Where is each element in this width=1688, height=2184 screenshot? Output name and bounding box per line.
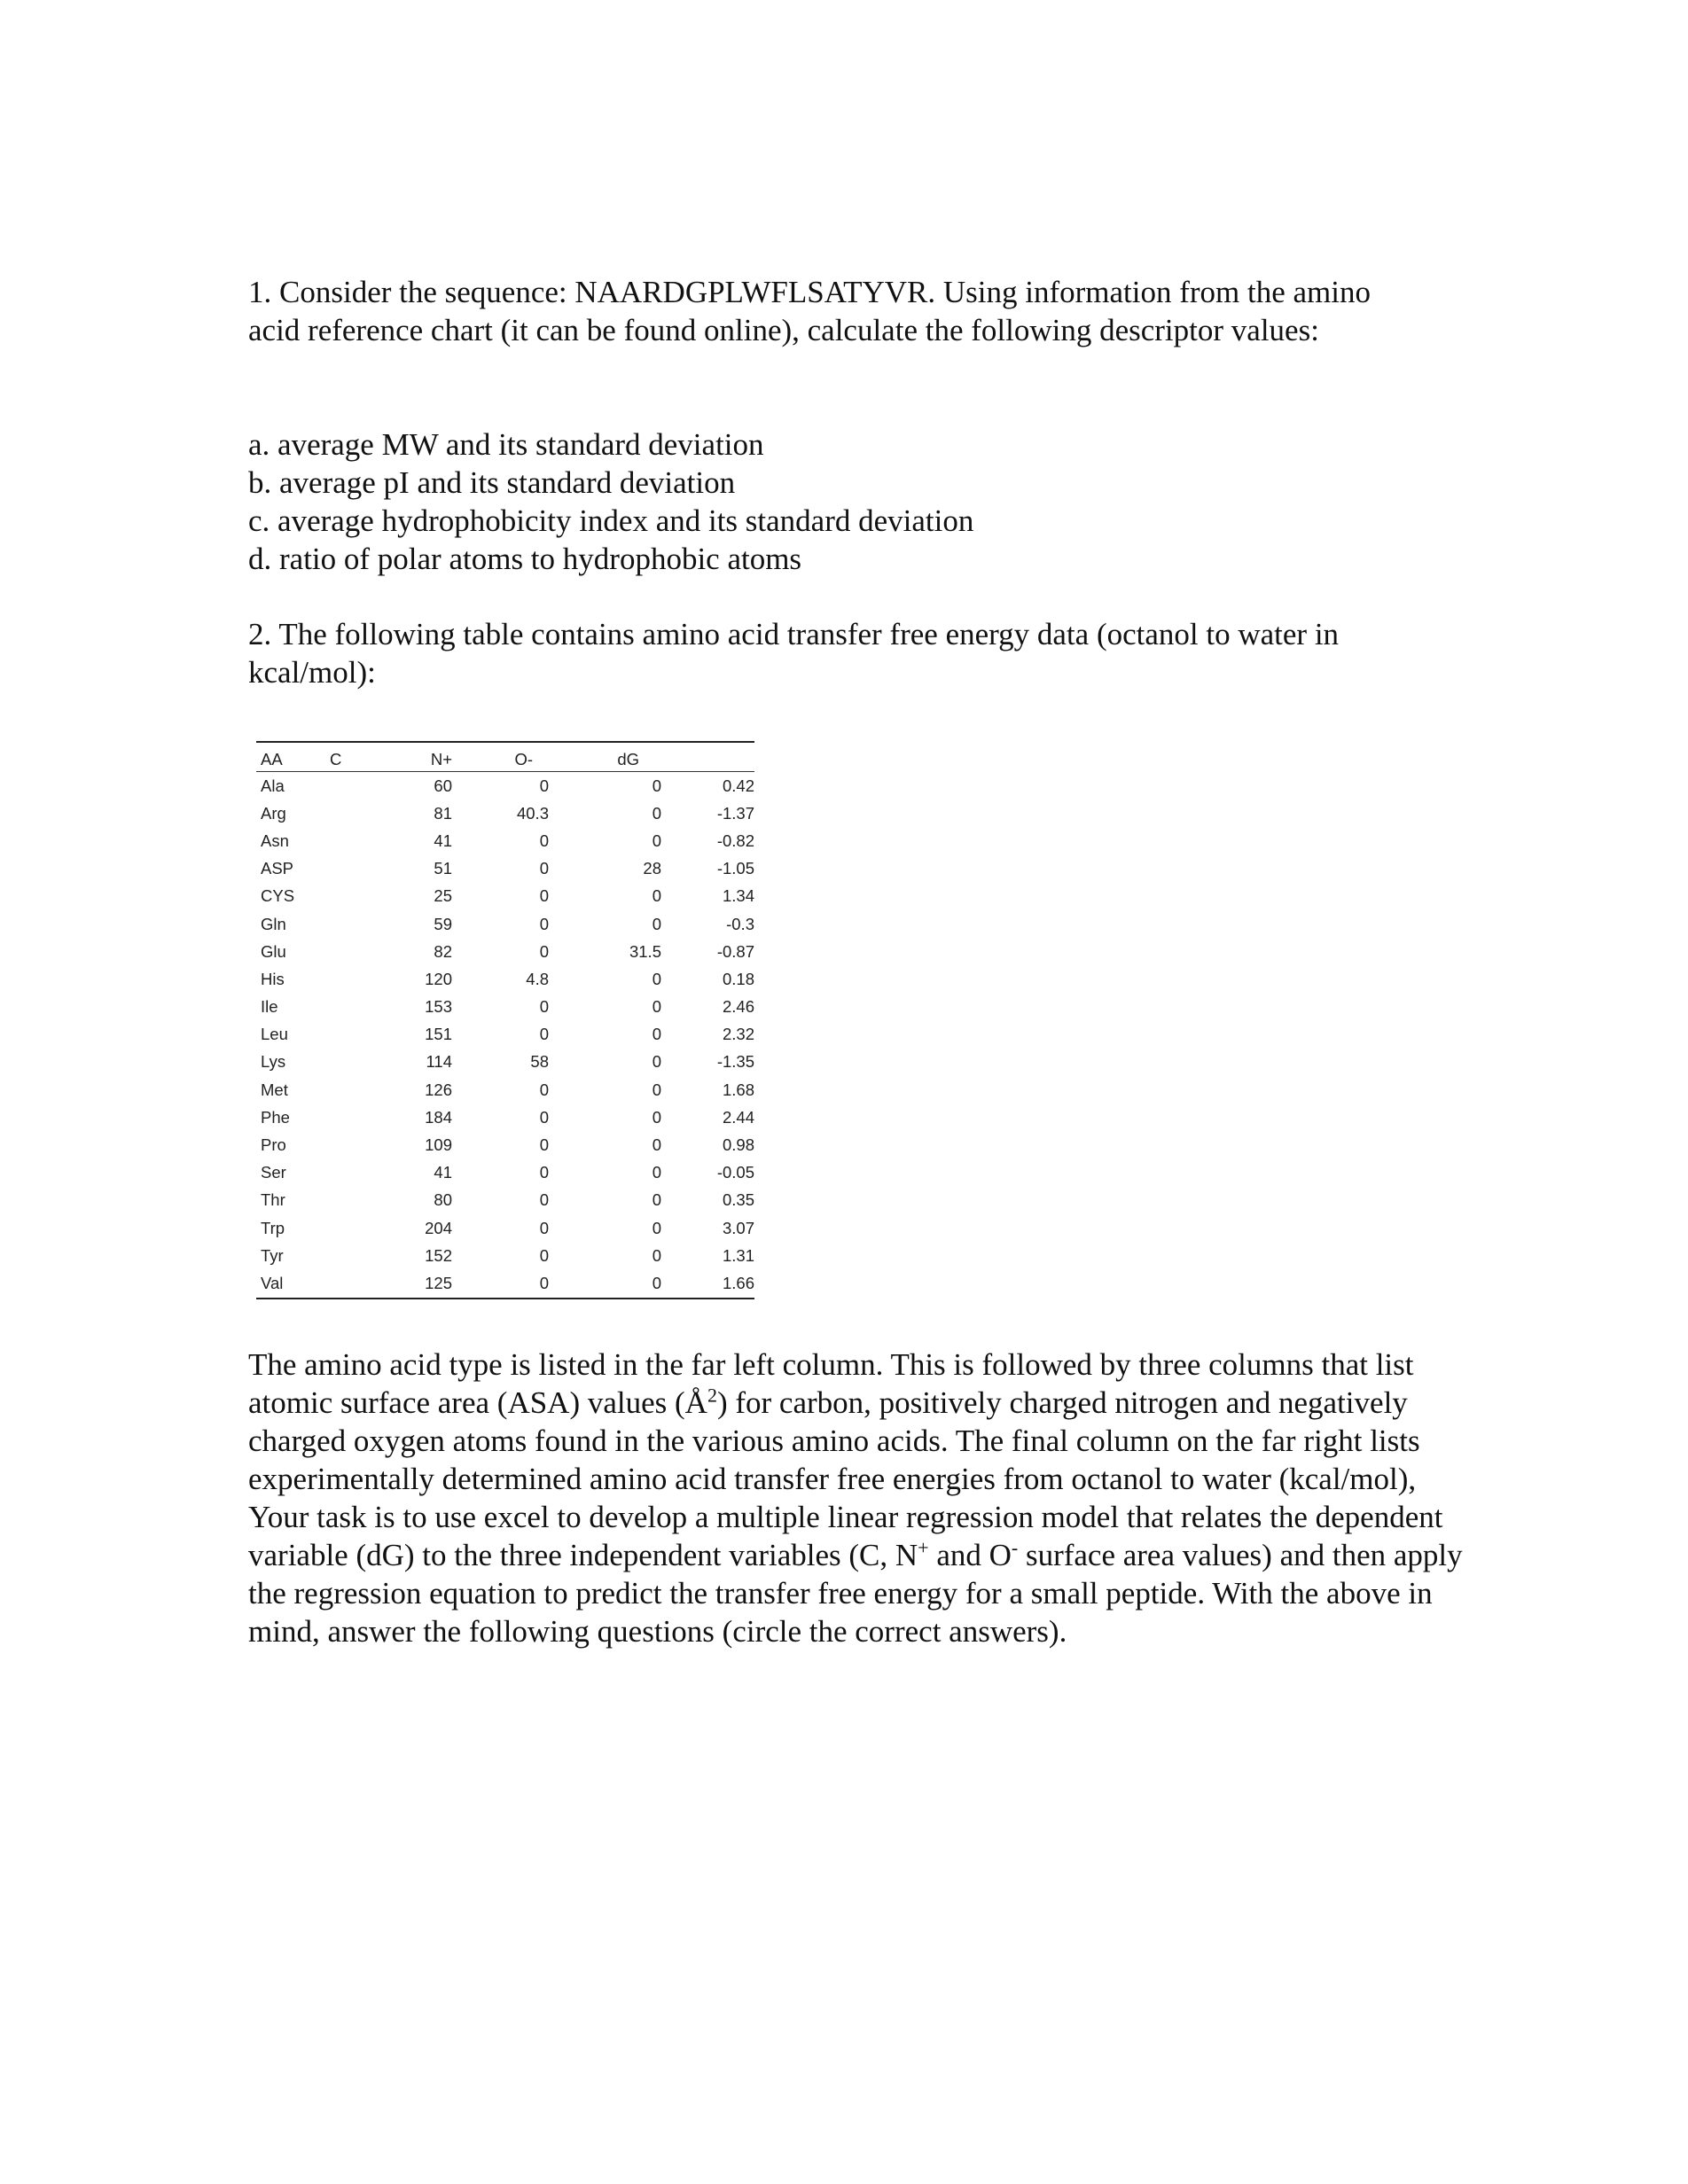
cell-o: 0 (652, 1190, 661, 1210)
cell-aa: Glu (261, 941, 286, 961)
cell-c: 114 (426, 1052, 452, 1072)
cell-blank (330, 1104, 401, 1131)
cell-dg: 1.31 (722, 1245, 754, 1265)
cell-dg: 0.35 (722, 1190, 754, 1210)
cell-dg: 1.68 (722, 1080, 754, 1099)
table-row (256, 1131, 754, 1158)
table-row (256, 827, 754, 854)
cell-dg: 0.42 (722, 776, 754, 795)
cell-dg: -1.05 (716, 859, 754, 878)
cell-aa: His (261, 969, 285, 988)
table-header-blank (661, 742, 754, 772)
table-row (256, 1269, 754, 1298)
table-header-row (256, 742, 754, 772)
question-1-part-c: c. average hydrophobicity index and its standard deviation (248, 503, 974, 538)
cell-c: 80 (434, 1190, 452, 1210)
cell-n: 0 (539, 859, 549, 878)
cell-c: 81 (434, 803, 452, 823)
cell-n: 0 (539, 914, 549, 933)
cell-c: 82 (434, 941, 452, 961)
cell-blank (330, 1076, 401, 1104)
cell-aa: ASP (261, 859, 294, 878)
cell-aa: Gln (261, 914, 286, 933)
cell-dg: -0.87 (716, 941, 754, 961)
cell-o: 0 (652, 997, 661, 1017)
cell-n: 0 (539, 1163, 549, 1182)
cell-aa: Tyr (261, 1245, 284, 1265)
cell-c: 109 (425, 1135, 452, 1155)
cell-dg: -1.35 (716, 1052, 754, 1072)
cell-n: 0 (539, 941, 549, 961)
cell-c: 151 (425, 1025, 452, 1044)
table-row (256, 1159, 754, 1187)
cell-n: 0 (539, 1245, 549, 1265)
table-header-o: O- (452, 742, 549, 772)
cell-o: 0 (652, 1052, 661, 1072)
table-row (256, 883, 754, 910)
cell-o: 31.5 (629, 941, 661, 961)
superscript-2: 2 (707, 1384, 717, 1407)
cell-aa: Met (261, 1080, 288, 1099)
table-row (256, 910, 754, 938)
superscript-plus: + (918, 1536, 929, 1559)
table-row (256, 1104, 754, 1131)
superscript-minus: - (1011, 1536, 1019, 1559)
question-2-text: 2. The following table contains amino acid transfer free energy data (octanol to water in kcal/mol): (248, 617, 1340, 690)
cell-n: 0 (539, 831, 549, 850)
table-header-dg: dG (549, 742, 661, 772)
table-row (256, 1076, 754, 1104)
cell-blank (330, 994, 401, 1021)
cell-o: 28 (643, 859, 661, 878)
cell-blank (330, 1242, 401, 1269)
cell-c: 41 (434, 1163, 452, 1182)
cell-n: 0 (539, 1135, 549, 1155)
cell-c: 204 (425, 1218, 452, 1237)
cell-aa: Asn (261, 831, 289, 850)
cell-blank (330, 965, 401, 993)
cell-n: 0 (539, 776, 549, 795)
table-row (256, 994, 754, 1021)
cell-o: 0 (652, 1025, 661, 1044)
cell-o: 0 (652, 776, 661, 795)
question-1-parts (248, 425, 1463, 578)
cell-o: 0 (652, 803, 661, 823)
cell-n: 0 (539, 1080, 549, 1099)
cell-blank (330, 800, 401, 827)
cell-o: 0 (652, 1163, 661, 1182)
cell-dg: -0.3 (726, 914, 754, 933)
cell-aa: Ser (261, 1163, 286, 1182)
cell-aa: Val (256, 1269, 330, 1298)
cell-c: 152 (425, 1245, 452, 1265)
cell-dg: 3.07 (722, 1218, 754, 1237)
description-part-1: The amino acid type is listed in the far left column. This is followed by three columns that list atomic surface area (ASA) values (Å (248, 1347, 1414, 1420)
cell-blank (330, 1214, 401, 1242)
cell-dg: 1.34 (722, 886, 754, 906)
cell-aa: Leu (261, 1025, 288, 1044)
cell-c: 120 (425, 969, 452, 988)
cell-n: 0 (539, 1107, 549, 1127)
cell-aa: CYS (261, 886, 295, 906)
cell-n: 58 (530, 1052, 549, 1072)
cell-dg: 2.32 (722, 1025, 754, 1044)
cell-dg: 2.44 (722, 1107, 754, 1127)
cell-blank (330, 1049, 401, 1076)
cell-o: 0 (549, 1269, 661, 1298)
cell-aa: Phe (261, 1107, 290, 1127)
cell-o: 0 (652, 914, 661, 933)
cell-blank (330, 1021, 401, 1049)
description-paragraph (248, 1346, 1472, 1650)
cell-dg: -1.37 (716, 803, 754, 823)
cell-o: 0 (652, 1218, 661, 1237)
cell-blank (330, 910, 401, 938)
cell-c: 59 (434, 914, 452, 933)
question-1-text: 1. Consider the sequence: NAARDGPLWFLSATYVR. Using information from the amino acid reference chart (it can be found online), calculate the following descriptor values: (248, 275, 1371, 347)
question-1-part-a: a. average MW and its standard deviation (248, 427, 764, 462)
cell-n: 4.8 (526, 969, 549, 988)
table-row (256, 1214, 754, 1242)
table-row (256, 1242, 754, 1269)
cell-n: 40.3 (516, 803, 549, 823)
cell-n: 0 (539, 886, 549, 906)
description-part-3: and O (928, 1538, 1012, 1572)
cell-c: 60 (434, 776, 452, 795)
cell-blank (330, 1131, 401, 1158)
cell-n: 0 (539, 1025, 549, 1044)
cell-blank (330, 855, 401, 883)
table-row (256, 1021, 754, 1049)
cell-aa: Lys (261, 1052, 286, 1072)
cell-dg: 0.98 (722, 1135, 754, 1155)
table-header-n: N+ (401, 742, 452, 772)
table-header-aa: AA (256, 742, 330, 772)
cell-dg: 0.18 (722, 969, 754, 988)
cell-aa: Trp (261, 1218, 285, 1237)
table-row (256, 965, 754, 993)
cell-o: 0 (652, 1245, 661, 1265)
cell-dg: -0.82 (716, 831, 754, 850)
cell-o: 0 (652, 886, 661, 906)
table-body (256, 772, 754, 1299)
table-row (256, 855, 754, 883)
cell-blank (330, 1269, 401, 1298)
cell-aa: Arg (261, 803, 286, 823)
cell-c: 125 (401, 1269, 452, 1298)
cell-c: 126 (425, 1080, 452, 1099)
transfer-free-energy-table (256, 741, 754, 1299)
table-row (256, 800, 754, 827)
cell-blank (330, 883, 401, 910)
cell-dg: 2.46 (722, 997, 754, 1017)
cell-blank (330, 1159, 401, 1187)
cell-c: 41 (434, 831, 452, 850)
description-part-2: ) for carbon, positively charged nitrogen and negatively charged oxygen atoms found in the various amino acids. The final column on the far right lists experimentally determined amino acid transfer free energies from octanol to water (kcal/mol), Your task is to use excel to develop a multiple linear regression model that relates the dependent variable (dG) to the three independent variables (C, N (248, 1385, 1443, 1572)
cell-blank (330, 772, 401, 800)
cell-blank (330, 1187, 401, 1214)
table-row (256, 772, 754, 800)
cell-o: 0 (652, 969, 661, 988)
cell-dg: 1.66 (661, 1269, 754, 1298)
cell-c: 153 (425, 997, 452, 1017)
cell-c: 51 (434, 859, 452, 878)
cell-dg: -0.05 (716, 1163, 754, 1182)
cell-c: 184 (425, 1107, 452, 1127)
cell-o: 0 (652, 1135, 661, 1155)
description-part-4: surface area values) and then apply the regression equation to predict the transfer free energy for a small peptide. With the above in mind, answer the following questions (circle the correct answers). (248, 1538, 1463, 1649)
cell-aa: Pro (261, 1135, 286, 1155)
table-row (256, 938, 754, 965)
cell-aa: Ala (261, 776, 285, 795)
cell-o: 0 (652, 831, 661, 850)
cell-n: 0 (539, 1190, 549, 1210)
table-row (256, 1049, 754, 1076)
cell-n: 0 (539, 1218, 549, 1237)
cell-o: 0 (652, 1107, 661, 1127)
cell-n: 0 (539, 997, 549, 1017)
cell-aa: Thr (261, 1190, 285, 1210)
cell-c: 25 (434, 886, 452, 906)
cell-blank (330, 827, 401, 854)
question-1-part-b: b. average pI and its standard deviation (248, 465, 736, 500)
question-1-part-d: d. ratio of polar atoms to hydrophobic atoms (248, 542, 802, 576)
cell-o: 0 (652, 1080, 661, 1099)
cell-blank (330, 938, 401, 965)
table-header-c: C (330, 742, 401, 772)
cell-n: 0 (452, 1269, 549, 1298)
cell-aa: Ile (261, 997, 278, 1017)
table-row (256, 1187, 754, 1214)
